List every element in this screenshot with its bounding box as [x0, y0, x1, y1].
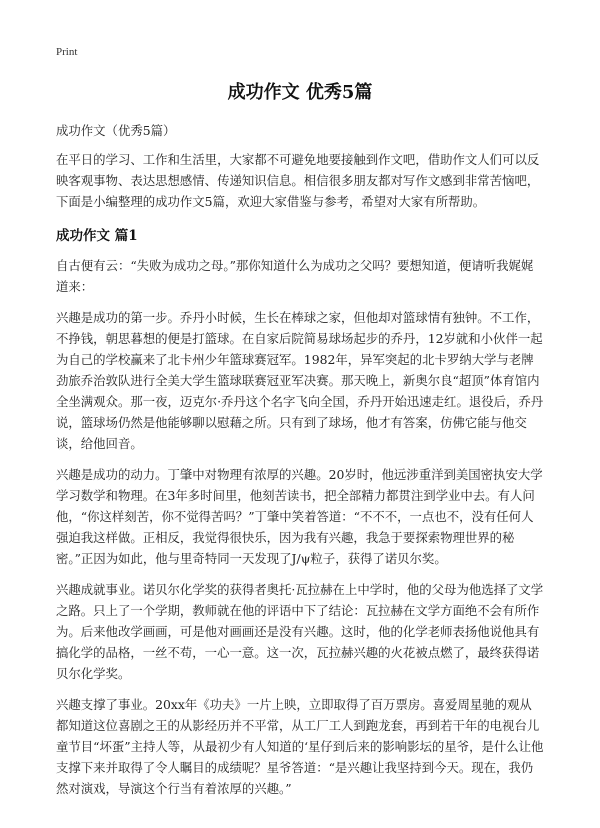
paragraph: 自古便有云：“失败为成功之母。”那你知道什么为成功之父吗？要想知道，便请听我娓娓道来：: [56, 258, 534, 294]
paragraph: 兴趣成就事业。诺贝尔化学奖的获得者奥托·瓦拉赫在上中学时，他的父母为他选择了文学之路。只上了一个学期，教师就在他的评语中下了结论：瓦拉赫在文学方面绝不会有所作为。后来他改学画画，可是他对画画还是没有兴趣。这时，他的化学老师表扬他说他具有搞化学的品格，一丝不苟，一心一意。这一次，瓦拉赫兴趣的火花被点燃了，最终获得诺贝尔化学奖。: [56, 582, 544, 681]
paragraph: 兴趣是成功的动力。丁肇中对物理有浓厚的兴趣。20岁时，他远涉重洋到美国密执安大学学习数学和物理。在3年多时间里，他刻苦读书，把全部精力都贯注到学业中去。有人问他，“你这样刻苦，你不觉得苦吗？”丁肇中笑着答道：“不不不，一点也不，没有任何人强迫我这样做。正相反，我觉得很快乐，因为我有兴趣，我急于要探索物理世界的秘密。”正因为如此，他与里奇特同一天发现了J/ψ粒子，获得了诺贝尔奖。: [56, 467, 543, 566]
article-subtitle: 成功作文（优秀5篇）: [56, 123, 176, 138]
page-title: 成功作文 优秀5篇: [227, 82, 373, 103]
section-heading: 成功作文 篇1: [56, 228, 138, 244]
print-link[interactable]: Print: [56, 46, 78, 58]
paragraph: 兴趣支撑了事业。20xx年《功夫》一片上映，立即取得了百万票房。喜爱周星驰的观从都知道这位喜剧之王的从影经历并不平常，从工厂工人到跑龙套，再到若干年的电视台儿童节目“坏蛋”主持人等，从最初少有人知道的‘星仔到后来的影响影坛的星爷，是什么让他支撑下来并取得了令人瞩目的成绩呢？星爷答道：“是兴趣让我坚持到今天。现在，我仍然对演戏，导演这个行当有着浓厚的兴趣。”: [56, 697, 544, 796]
paragraph: 兴趣是成功的第一步。乔丹小时候，生长在棒球之家，但他却对篮球情有独钟。不工作，不挣钱，朝思暮想的便是打篮球。在自家后院简易球场起步的乔丹，12岁就和小伙伴一起为自己的学校赢来了北卡州少年篮球赛冠军。1982年，异军突起的北卡罗纳大学与老牌劲旅乔治敦队进行全美大学生篮球联赛冠亚军决赛。那天晚上，新奥尔良“超顶”体育馆内全坐满观众。那一夜，迈克尔·乔丹这个名字飞向全国，乔丹开始迅速走红。退役后，乔丹说，篮球场仍然是他能够聊以慰藉之所。只有到了球场，他才有答案，仿佛它能与他交谈，给他回音。: [56, 310, 544, 451]
article-body: [56, 120, 544, 809]
intro-paragraph: 在平日的学习、工作和生活里，大家都不可避免地要接触到作文吧，借助作文人们可以反映客观事物、表达思想感情、传递知识信息。相信很多朋友都对写作文感到非常苦恼吧，下面是小编整理的成功作文5篇，欢迎大家借鉴与参考，希望对大家有所帮助。: [56, 152, 540, 209]
